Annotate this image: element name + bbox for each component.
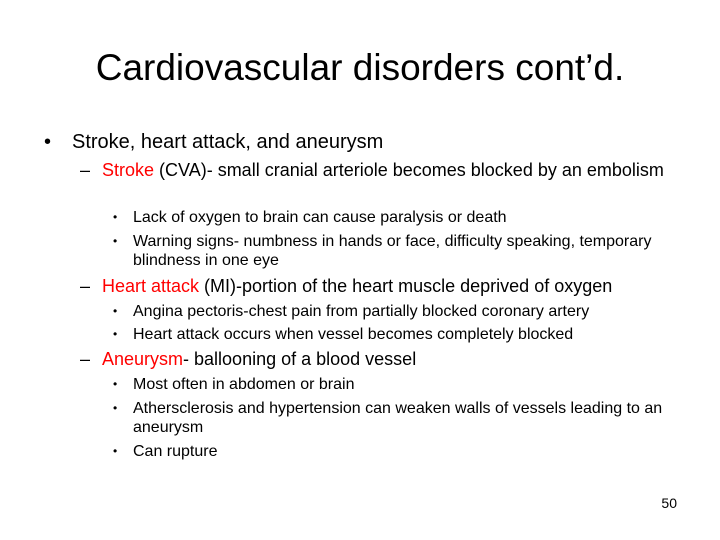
page-number: 50 (661, 495, 677, 511)
heart-attack-sub-item (113, 302, 673, 321)
aneurysm-sub-item (113, 399, 673, 437)
dash-marker: – (80, 276, 91, 296)
aneurysm-description: - ballooning of a blood vessel (183, 349, 417, 369)
stroke-term: Stroke (102, 160, 155, 180)
heart-attack-description: (MI)-portion of the heart muscle deprived of oxygen (199, 276, 613, 296)
main-bullet-text: Stroke, heart attack, and aneurysm (72, 131, 384, 153)
stroke-sub-item (113, 208, 673, 227)
bullet-dot: • (113, 304, 118, 318)
heart-attack-item (80, 276, 680, 297)
bullet-dot: • (44, 131, 52, 153)
aneurysm-sub-item (113, 442, 673, 461)
stroke-sub-text: Warning signs- numbness in hands or face, difficulty speaking, temporary blindness in one eye (133, 233, 652, 269)
bullet-dot: • (113, 234, 118, 248)
heart-attack-term: Heart attack (102, 276, 200, 296)
aneurysm-sub-text: Athersclerosis and hypertension can weaken walls of vessels leading to an aneurysm (133, 400, 663, 436)
aneurysm-sub-text: Can rupture (133, 443, 218, 460)
stroke-sub-text: Lack of oxygen to brain can cause paralysis or death (133, 209, 507, 226)
dash-marker: – (80, 349, 91, 369)
bullet-dot: • (113, 377, 118, 391)
stroke-item (80, 160, 680, 181)
heart-attack-sub-item (113, 325, 673, 344)
aneurysm-sub-item (113, 375, 673, 394)
aneurysm-term: Aneurysm (102, 349, 184, 369)
dash-marker: – (80, 160, 91, 180)
heart-attack-text (80, 276, 680, 297)
aneurysm-sub-text: Most often in abdomen or brain (133, 376, 355, 393)
bullet-dot: • (113, 327, 118, 341)
stroke-sub-item (113, 232, 673, 270)
bullet-dot: • (113, 210, 118, 224)
bullet-dot: • (113, 401, 118, 415)
slide-title: Cardiovascular disorders cont’d. (95, 47, 625, 88)
stroke-description: (CVA)- small cranial arteriole becomes blocked by an embolism (154, 160, 664, 180)
heart-attack-sub-text: Angina pectoris-chest pain from partially blocked coronary artery (133, 303, 590, 320)
bullet-dot: • (113, 444, 118, 458)
aneurysm-text (80, 349, 680, 370)
aneurysm-item (80, 349, 680, 370)
heart-attack-sub-text: Heart attack occurs when vessel becomes completely blocked (133, 326, 574, 343)
stroke-text (80, 160, 680, 181)
